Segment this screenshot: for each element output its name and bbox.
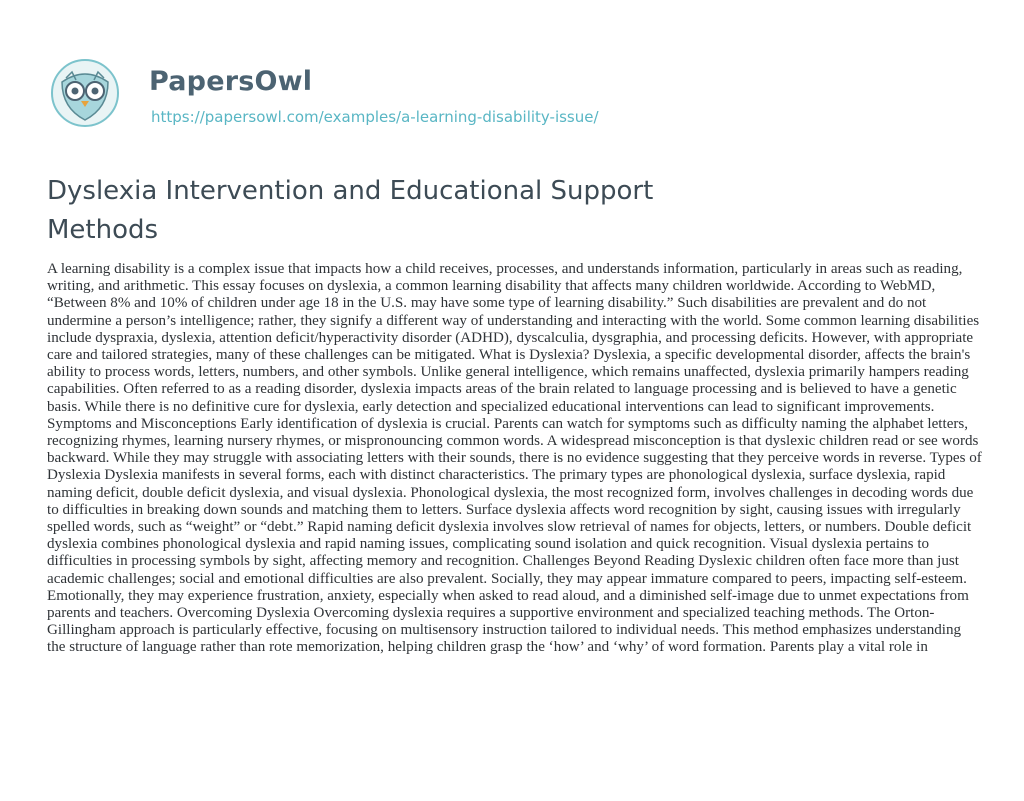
essay-title: Dyslexia Intervention and Educational Support Methods [47,176,654,245]
owl-logo-icon[interactable] [50,58,120,128]
brand-name[interactable]: PapersOwl [149,66,313,97]
site-header [40,52,940,152]
essay-body: A learning disability is a complex issue that impacts how a child receives, processes, and understands information, particularly in areas such as reading, writing, and arithmetic. This essay focuses on dyslexia, a common learning disability that affects many children worldwide. According to WebMD, “Between 8% and 10% of children under age 18 in the U.S. may have some type of learning disability.” Such disabilities are prevalent and do not undermine a person’s intelligence; rather, they signify a different way of understanding and interacting with the world. Some common learning disabilities include dyspraxia, dyslexia, attention deficit/hyperactivity disorder (ADHD), dyscalculia, dysgraphia, and processing deficits. However, with appropriate care and tailored strategies, many of these challenges can be mitigated. What is Dyslexia? Dyslexia, a specific developmental disorder, affects the brain's ability to process words, letters, numbers, and other symbols. Unlike general intelligence, which remains unaffected, dyslexia primarily hampers reading capabilities. Often referred to as a reading disorder, dyslexia impacts areas of the brain related to language processing and is believed to have a genetic basis. While there is no definitive cure for dyslexia, early detection and specialized educational interventions can lead to significant improvements. Symptoms and Misconceptions Early identification of dyslexia is crucial. Parents can watch for symptoms such as difficulty naming the alphabet letters, recognizing rhymes, learning nursery rhymes, or mispronouncing common words. A widespread misconception is that dyslexic children read or see words backward. While they may struggle with associating letters with their sounds, there is no evidence suggesting that they perceive words in reverse. Types of Dyslexia Dyslexia manifests in several forms, each with distinct characteristics. The primary types are phonological dyslexia, surface dyslexia, rapid naming deficit, double deficit dyslexia, and visual dyslexia. Phonological dyslexia, the most recognized form, involves challenges in decoding words due to difficulties in breaking down sounds and matching them to letters. Surface dyslexia affects word recognition by sight, causing issues with irregularly spelled words, such as “weight” or “debt.” Rapid naming deficit dyslexia involves slow retrieval of names for objects, letters, or numbers. Double deficit dyslexia combines phonological dyslexia and rapid naming issues, complicating sound isolation and quick recognition. Visual dyslexia pertains to difficulties in processing symbols by sight, affecting memory and recognition. Challenges Beyond Reading Dyslexic children often face more than just academic challenges; social and emotional difficulties are also prevalent. Socially, they may appear immature compared to peers, impacting self-esteem. Emotionally, they may experience frustration, anxiety, especially when asked to read aloud, and a diminished self-image due to unmet expectations from parents and teachers. Overcoming Dyslexia Overcoming dyslexia requires a supportive environment and specialized teaching methods. The Orton-Gillingham approach is particularly effective, focusing on multisensory instruction tailored to individual needs. This method emphasizes understanding the structure of language rather than rote memorization, helping children grasp the ‘how’ and ‘why’ of word formation. Parents play a vital role in [47,261,982,656]
page-url[interactable]: https://papersowl.com/examples/a-learning-disability-issue/ [151,108,599,126]
